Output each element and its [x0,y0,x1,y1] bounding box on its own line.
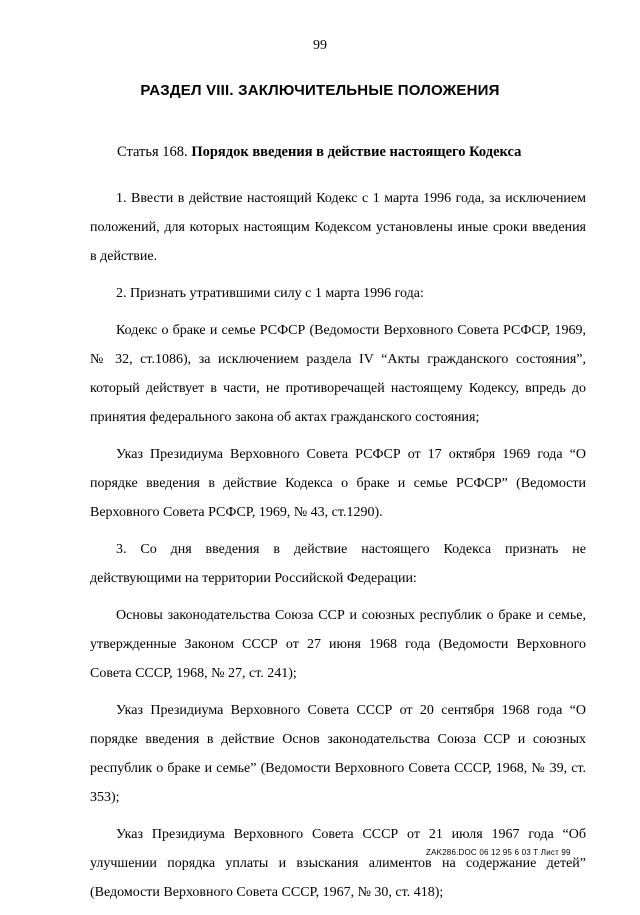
article-label: Статья 168. [117,144,188,160]
page-number: 99 [313,38,327,53]
section-title: РАЗДЕЛ VIII. ЗАКЛЮЧИТЕЛЬНЫЕ ПОЛОЖЕНИЯ [140,82,500,99]
paragraph: 2. Признать утратившими силу с 1 марта 1996 года: [116,286,424,301]
article-title: Порядок введения в действие настоящего Кодекса [191,144,522,160]
paragraph: Указ Президиума Верховного Совета РСФСР от 17 октября 1969 года “О порядке введения в действие Кодекса о браке и семье РСФСР” (Ведомости Верховного Совета РСФСР, 1969, № 43, ст.1290). [90,447,586,520]
paragraph: Кодекс о браке и семье РСФСР (Ведомости Верховного Совета РСФСР, 1969, № 32, ст.1086), за исключением раздела IV “Акты гражданского состояния”, который действует в части, не противоречащей настоящему Кодексу, впредь до принятия федерального закона об актах гражданского состояния; [90,323,586,425]
article-heading [117,144,587,161]
paragraph: Основы законодательства Союза ССР и союзных республик о браке и семье, утвержденные Законом СССР от 27 июня 1968 года (Ведомости Верховного Совета СССР, 1968, № 27, ст. 241); [90,608,586,681]
paragraph: 3. Со дня введения в действие настоящего Кодекса признать не действующими на территории Российской Федерации: [90,542,586,586]
paragraph: Указ Президиума Верховного Совета СССР от 20 сентября 1968 года “О порядке введения в действие Основ законодательства Союза ССР и союзных республик о браке и семье” (Ведомости Верховного Совета СССР, 1968, № 39, ст. 353); [90,703,586,805]
article-body [90,184,586,915]
paragraph: Указ Президиума Верховного Совета СССР от 21 июля 1967 года “Об улучшении порядка уплаты и взыскания алиментов на содержание детей” (Ведомости Верховного Совета СССР, 1967, № 30, ст. 418); [90,827,586,900]
document-footer: ZAK286.DOC 06 12 95 6 03 Т Лист 99 [426,848,571,857]
paragraph: 1. Ввести в действие настоящий Кодекс с 1 марта 1996 года, за исключением положений, для которых настоящим Кодексом установлены иные сроки введения в действие. [90,191,586,264]
